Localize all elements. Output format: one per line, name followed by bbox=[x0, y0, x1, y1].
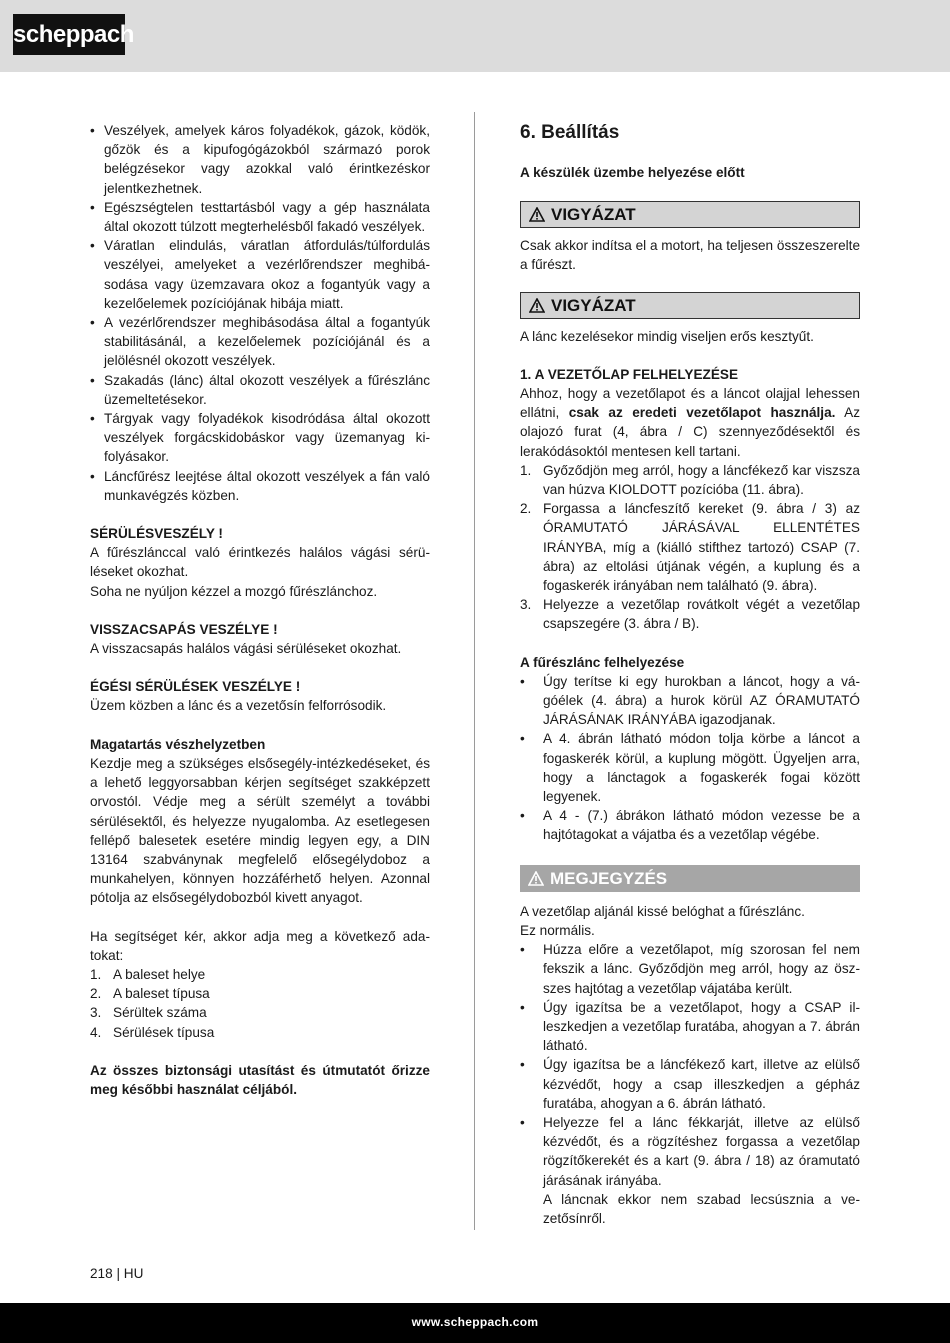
chain-list bbox=[520, 672, 860, 845]
emergency-text: Kezdje meg a szükséges elsősegély-intézkedéseket, és a lehető leggyorsabban kérjen segítséget szakképzett orvostól. Védje meg a sérült személyt a további sérülésektől, és helyezze nyugalomba. Az esetlegesen fellépő balesetek esetére mindig legyen egy, a DIN 13164 szabványnak megfelelő elősegélydoboz a munkahelyen, könnyen hozzáférhető helyen. Azonnal pótolja az elsősegélydobozból kivett anyagot. bbox=[90, 755, 430, 906]
page-number: 218 | HU bbox=[90, 1266, 144, 1281]
brand-logo: scheppach bbox=[13, 14, 125, 55]
help-list bbox=[90, 965, 430, 1042]
note-text: A vezetőlap aljánál kissé belóghat a fűrészlánc. bbox=[520, 903, 805, 919]
list-item: • A vezérlőrendszer meghibásodása által a fogantyúk stabilitásánál, a kezelőelemek pozíciójánál és a jelölésnél okozott veszélyek. bbox=[90, 315, 430, 369]
warning-box bbox=[520, 292, 860, 319]
warning-label: VIGYÁZAT bbox=[551, 295, 636, 315]
guide-steps bbox=[520, 461, 860, 634]
list-item: • Egészségtelen testtartásból vagy a gép használata által okozott túlzott megterhelésből fakadó veszélyek. bbox=[90, 199, 430, 235]
guide-heading: 1. A VEZETŐLAP FELHELYEZÉSE bbox=[520, 366, 739, 382]
list-item: • A 4. ábrán látható módon tolja körbe a láncot a fogaskerék körül, a kuplung mögött. Ügyeljen arra, hogy a lánctagok a fogaskerék fogai között legyenek. bbox=[520, 731, 860, 805]
list-item: 1. A baleset helye bbox=[90, 966, 206, 982]
list-item: • Veszélyek, amelyek káros folyadékok, gázok, ködök, gőzök és a kipufogógázokból származó porok belégzésekor vagy azokkal való érintkezéskor jelentkezhetnek. bbox=[90, 123, 430, 196]
note-list bbox=[520, 940, 860, 1228]
burn-heading: ÉGÉSI SÉRÜLÉSEK VESZÉLYE ! bbox=[90, 679, 301, 695]
list-item: • Szakadás (lánc) által okozott veszélyek a fűrészlánc üzemeltetésekor. bbox=[90, 372, 430, 407]
list-item: • Váratlan elindulás, váratlan átfordulás/túlfordulás veszélyei, amelyeket a vezérlőrendszer meghibásodása vagy üzemzavara okoz a fogantyúk vagy a kezelőelemek pozíciójának hibája miatt. bbox=[90, 238, 430, 311]
emergency-heading: Magatartás vészhelyzetben bbox=[90, 736, 266, 752]
injury-heading: SÉRÜLÉSVESZÉLY ! bbox=[90, 526, 223, 542]
help-intro: Ha segítséget kér, akkor adja meg a következő adatokat: bbox=[90, 928, 430, 963]
list-item: • Tárgyak vagy folyadékok kisodródása által okozott veszélyek forgácskidobáskor vagy üzemanyag kifolyásakor. bbox=[90, 411, 430, 465]
list-item: • Úgy terítse ki egy hurokban a láncot, hogy a vágóélek (4. ábra) a hurok körül AZ ÓRAMUTATÓ JÁRÁSÁNAK IRÁNYÁBA igazodjanak. bbox=[520, 673, 860, 728]
note-box bbox=[520, 865, 860, 892]
list-item: 4. Sérülések típusa bbox=[90, 1024, 215, 1040]
guide-text: Ahhoz, hogy a vezetőlapot és a láncot olajjal lehessen ellátni, csak az eredeti vezetőlapot használja. Az olajozó furat (4, ábra / C) szennyeződésektől és lerakódásoktól mentesen kell tartani. bbox=[520, 386, 860, 459]
warning-label: VIGYÁZAT bbox=[551, 205, 636, 225]
note-label: MEGJEGYZÉS bbox=[550, 868, 668, 888]
injury-text: A fűrészlánccal való érintkezés halálos vágási sérüléseket okozhat. bbox=[90, 545, 430, 580]
list-item: • Láncfűrész leejtése által okozott veszélyek a fán való munkavégzés közben. bbox=[90, 468, 430, 503]
column-divider bbox=[474, 112, 475, 1230]
left-column bbox=[90, 121, 430, 1099]
list-item: 3. Sérültek száma bbox=[90, 1005, 207, 1021]
right-column bbox=[520, 121, 860, 1228]
warning-icon bbox=[528, 867, 546, 894]
kickback-heading: VISSZACSAPÁS VESZÉLYE ! bbox=[90, 621, 278, 637]
list-item: • Úgy igazítsa be a vezetőlapot, hogy a CSAP illeszkedjen a vezetőlap furatába, ahogyan a 7. ábrán látható. bbox=[520, 999, 860, 1054]
list-item: • Helyezze fel a lánc fékkarját, illetve az elülső kézvédőt, és a rögzítéshez forgassa a vezetőlap rögzítőkerekét és a kart (9. ábra / 18) az óramutató járásának irányába. A láncnak ekkor nem szabad lecsúsznia a vezetősínről. bbox=[520, 1114, 860, 1226]
warning-text: Csak akkor indítsa el a motort, ha teljesen összeszerelte a fűrészt. bbox=[520, 238, 861, 273]
list-item: • Húzza előre a vezetőlapot, míg szorosan fel nem fekszik a lánc. Győződjön meg arról, hogy az öszszes hajtótag a vezetőlap vájatába került. bbox=[520, 942, 860, 996]
section-title: 6. Beállítás bbox=[520, 122, 620, 143]
warning-box bbox=[520, 201, 860, 228]
list-item: 2. Forgassa a láncfeszítő kereket (9. ábra / 3) az ÓRAMUTATÓ JÁRÁSÁVAL ELLENTÉTES IRÁNYBA, míg a (kiálló stifthez tartozó) CSAP (7. ábra) az eltolási útjának végén, a kuplung és a fogaskerék irányában nem található (9. ábra). bbox=[520, 501, 860, 594]
warning-text: A lánc kezelésekor mindig viseljen erős kesztyűt. bbox=[520, 328, 814, 344]
header-bar bbox=[0, 0, 950, 72]
kickback-text: A visszacsapás halálos vágási sérüléseket okozhat. bbox=[90, 641, 402, 657]
website-link[interactable]: www.scheppach.com bbox=[411, 1315, 539, 1329]
note-text-2: Ez normális. bbox=[520, 922, 595, 938]
list-item: 2. A baleset típusa bbox=[90, 986, 210, 1002]
warning-icon bbox=[529, 295, 547, 320]
section-subtitle: A készülék üzembe helyezése előtt bbox=[520, 165, 745, 180]
list-item: • A 4 - (7.) ábrákon látható módon vezesse be a hajtótagokat a vájatba és a vezetőlap végébe. bbox=[520, 808, 860, 843]
hazard-list bbox=[90, 121, 430, 505]
list-item: 3. Helyezze a vezetőlap rovátkolt végét a vezetőlap csapszegére (3. ábra / B). bbox=[520, 597, 860, 632]
list-item: • Úgy igazítsa be a láncfékező kart, illetve az elülső kézvédőt, hogy a csap illeszkedjen a gépház furatába, ahogyan a 6. ábrán látható. bbox=[520, 1057, 860, 1111]
injury-text-2: Soha ne nyúljon kézzel a mozgó fűrészlánchoz. bbox=[90, 583, 378, 599]
burn-text: Üzem közben a lánc és a vezetősín felforrósodik. bbox=[90, 698, 387, 714]
list-item: 1. Győződjön meg arról, hogy a láncfékező kar viszsza van húzva KIOLDOTT pozícióba (11. ábra). bbox=[520, 462, 860, 498]
keep-notice: Az összes biztonsági utasítást és útmutatót őrizze meg későbbi használat céljából. bbox=[90, 1062, 430, 1097]
chain-heading: A fűrészlánc felhelyezése bbox=[520, 654, 685, 670]
footer-bar bbox=[0, 1303, 950, 1343]
warning-icon bbox=[529, 204, 547, 229]
